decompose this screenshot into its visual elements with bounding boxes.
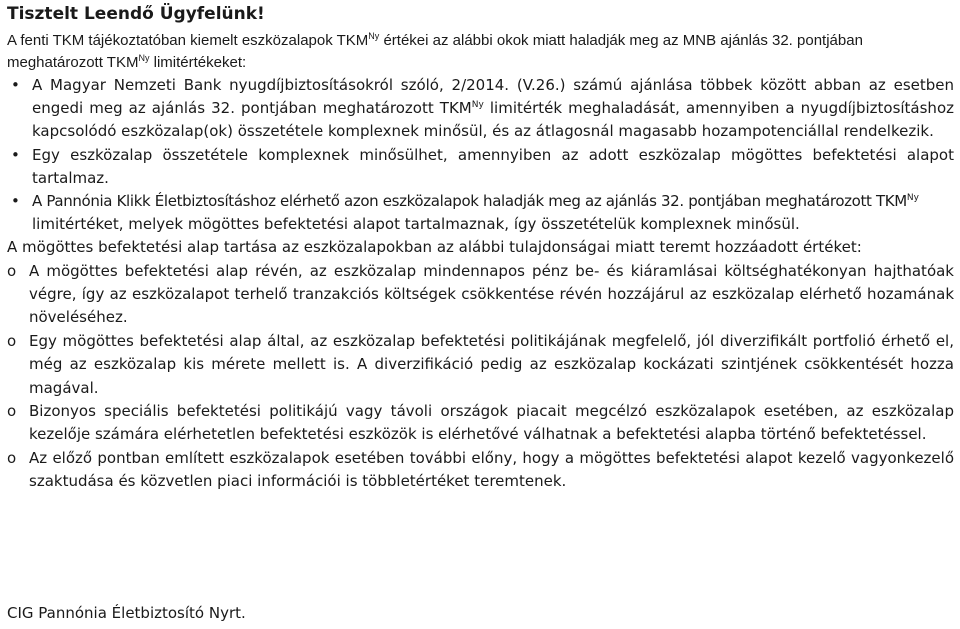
bullet-superscript: Ny	[906, 193, 919, 204]
intro-text-2: értékei az alábbi okok miatt haladják meg az MNB ajánlás 32. pontjában meghatározott TKM	[7, 32, 863, 71]
bullet-item-complex	[7, 144, 954, 190]
bullet-text: limitértéket, melyek mögöttes befektetési alapot tartalmaznak, így összetételük komplexnek minősül.	[32, 215, 800, 234]
sub-item-diversification: o Egy mögöttes befektetési alap által, az eszközalap befektetési politikájának megfelelő, jól diverzifikált portfolió érhető el, még az eszközalap kis mérete mellett is. A diverzifikáció pedig az eszközalap kockázati szintjének csökkentését hozza magával.	[7, 330, 954, 400]
bullet-text: A Magyar Nemzeti Bank nyugdíjbiztosításokról szóló, 2/2014. (V.26.) számú ajánlása többek között abban az esetben engedi meg az ajánlás 32. pontjában meghatározott TKM	[32, 76, 954, 118]
bullet-superscript: Ny	[471, 100, 484, 111]
company-signature: CIG Pannónia Életbiztosító Nyrt.	[7, 604, 246, 622]
intro-superscript-2: Ny	[138, 53, 150, 63]
letter-greeting: Tisztelt Leendő Ügyfelünk!	[7, 4, 265, 24]
sub-item-special-markets: o Bizonyos speciális befektetési politikájú vagy távoli országok piacait megcélzó eszközalapok esetében, az eszközalap kezelője számára elérhetetlen befektetési eszközök is elérhetővé válhatnak a befektetési alapba történő befektetéssel.	[7, 400, 954, 447]
bullet-text: limitérték meghaladását, amennyiben a nyugdíjbiztosításhoz kapcsolódó eszközalap(ok) összetétele komplexnek minősül, és az átlagosnál magasabb hozampotenciállal rendelkezik.	[32, 99, 954, 141]
intro-superscript-1: Ny	[368, 31, 380, 41]
sub-list	[7, 260, 954, 494]
bullet-item-pannonia	[7, 190, 954, 236]
bullet-text: A Pannónia Klikk Életbiztosításhoz elérhető azon eszközalapok haladják meg az ajánlás 32. pontjában meghatározott TKM	[32, 192, 907, 211]
sub-item-cost-efficiency: o A mögöttes befektetési alap révén, az eszközalap mindennapos pénz be- és kiáramlásai költséghatékonyan hajthatóak végre, így az eszközalapot terhelő tranzakciós költségek csökkentése révén hozzájárul az eszközalap elérhető hozamának növeléséhez.	[7, 260, 954, 330]
bullet-item-mnb	[7, 74, 954, 144]
intro-paragraph	[7, 30, 954, 74]
intro-text-1: A fenti TKM tájékoztatóban kiemelt eszközalapok TKM	[7, 32, 369, 49]
sub-item-expertise: o Az előző pontban említett eszközalapok esetében további előny, hogy a mögöttes befektetési alapot kezelő vagyonkezelő szaktudása és közvetlen piaci információi is többletértéket teremtenek.	[7, 447, 954, 494]
bullet-list	[7, 74, 954, 236]
bullet-text: Egy eszközalap összetétele komplexnek minősülhet, amennyiben az adott eszközalap mögöttes befektetési alapot tartalmaz.	[32, 145, 954, 187]
added-value-paragraph: A mögöttes befektetési alap tartása az eszközalapokban az alábbi tulajdonságai miatt teremt hozzáadott értéket:	[7, 238, 862, 257]
intro-text-3: limitértékeket:	[149, 54, 247, 71]
